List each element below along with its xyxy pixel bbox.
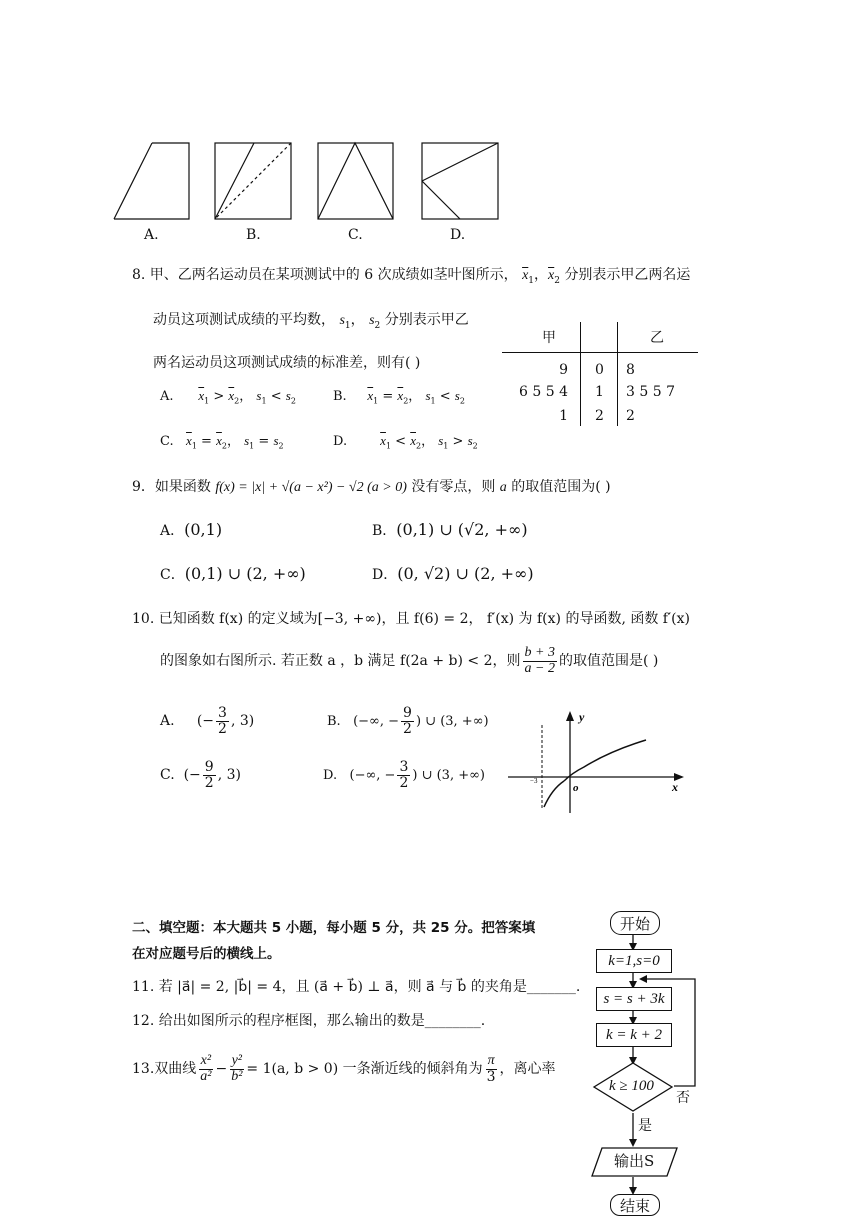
flowchart-step-s: s = s + 3k — [596, 987, 672, 1011]
q8-line-2: 动员这项测试成绩的平均数， $s_1$， $s_2$ 分别表示甲乙 — [153, 312, 469, 331]
q7-option-c: C. — [348, 227, 363, 243]
stem-leaf-header-left: 甲 — [542, 330, 556, 346]
q9-option-d: D．(0, √2) ∪ (2, +∞) — [372, 564, 534, 583]
graph-origin-label: o — [573, 782, 579, 794]
flowchart-no-label: 否 — [676, 1090, 690, 1106]
flowchart-init: k=1,s=0 — [596, 949, 672, 973]
q8-line-3: 两名运动员这项测试成绩的标准差，则有( ) — [153, 355, 421, 371]
q11-text: 11. 若 |a⃗| = 2, |b⃗| = 4，且 (a⃗ + b⃗) ⊥ a⃗，则 a⃗ 与 b⃗ 的夹角是_______. — [132, 979, 581, 995]
stem-leaf-stem-row-3: 2 — [595, 408, 604, 424]
graph-tick-label: −3 — [530, 777, 538, 785]
q10-derivative-graph — [500, 705, 700, 820]
flowchart-condition: k ≥ 100 — [609, 1078, 654, 1094]
q7-figures — [0, 0, 860, 250]
q12-text: 12. 给出如图所示的程序框图，那么输出的数是________. — [132, 1013, 486, 1029]
q9-stem: 9．如果函数 f(x) = |x| + √(a − x²) − √2 (a > 0) 没有零点，则 a 的取值范围为( ) — [132, 479, 611, 495]
stem-leaf-stem-row-2: 1 — [595, 384, 604, 400]
q10-option-b: B. (−∞, − $\frac{9}{2}$ ) ∪ (3, +∞) — [327, 705, 489, 737]
q7-figure-a — [114, 143, 189, 219]
q10-option-a: A. (− $\frac{3}{2}$ , 3) — [160, 705, 255, 737]
stem-leaf-header-right: 乙 — [650, 330, 664, 346]
q9-option-a: A．(0,1) — [160, 520, 223, 539]
q10-line-2: 的图象如右图所示. 若正数 a ，b 满足 f(2a + b) < 2，则 $\frac{b + 3}{a - 2}$ 的取值范围是( ) — [160, 645, 659, 676]
q10-option-c: C. (− $\frac{9}{2}$ , 3) — [160, 759, 241, 791]
stem-leaf-right-row-1: 8 — [626, 362, 635, 378]
q13-text: 13.双曲线 $\frac{\text{x²}}{\text{a²}}$ − $\frac{\text{y²}}{\text{b²}}$ = 1(a, b > 0) 一条渐近线的倾斜角为 $\frac{\pi}{3}$ ，离心率 — [132, 1053, 556, 1085]
stem-leaf-right-row-2: 3 5 5 7 — [626, 384, 675, 400]
graph-y-label: y — [579, 710, 585, 724]
stem-leaf-stem-row-1: 0 — [595, 362, 604, 378]
q9-option-c: C．(0,1) ∪ (2, +∞) — [160, 564, 306, 583]
stem-leaf-left-row-2: 6 5 5 4 — [519, 384, 568, 400]
q10-option-d: D. (−∞, − $\frac{3}{2}$ ) ∪ (3, +∞) — [323, 759, 486, 791]
q7-figure-b — [215, 143, 291, 219]
flowchart-start: 开始 — [610, 911, 660, 935]
q10-line-1: 10. 已知函数 f(x) 的定义域为[−3, +∞)，且 f(6) = 2， f′(x) 为 f(x) 的导函数, 函数 f′(x) — [132, 611, 690, 627]
q8-option-c: C. $\overline{x}_1 = \overline{x}_2$， $s_1 = s_2$ — [160, 433, 284, 451]
flowchart-yes-label: 是 — [638, 1118, 652, 1134]
graph-y-arrow — [566, 711, 574, 721]
q7-option-b: B. — [246, 227, 261, 243]
stem-leaf-vline-left — [580, 322, 581, 426]
stem-leaf-left-row-3: 1 — [559, 408, 568, 424]
stem-leaf-hline — [502, 352, 698, 353]
q7-figure-c — [318, 143, 393, 219]
graph-curve-right — [564, 740, 646, 781]
section-2-title-line-1: 二、填空题：本大题共 5 小题，每小题 5 分，共 25 分。把答案填 — [132, 920, 536, 936]
stem-leaf-vline-right — [617, 322, 618, 426]
q10-fraction: $\frac{b + 3}{a - 2}$ — [524, 645, 555, 676]
q8-option-b: B. $\overline{x}_1 = \overline{x}_2$， $s_1 < s_2$ — [333, 388, 465, 406]
q7-option-d: D. — [450, 227, 466, 243]
q8-line-1: 8. 甲、乙两名运动员在某项测试中的 6 次成绩如茎叶图所示， $\overline{x}_1$，$\overline{x}_2$ 分别表示甲乙两名运 — [132, 267, 691, 286]
q9-option-b: B．(0,1) ∪ (√2, +∞) — [372, 520, 528, 539]
flowchart-output: 输出S — [614, 1152, 655, 1170]
stem-leaf-plot — [500, 322, 700, 430]
graph-curve-left — [544, 781, 564, 807]
stem-leaf-right-row-3: 2 — [626, 408, 635, 424]
section-2-title-line-2: 在对应题号后的横线上。 — [132, 946, 281, 962]
flowchart-end: 结束 — [610, 1194, 660, 1216]
flowchart-step-k: k = k + 2 — [596, 1023, 672, 1047]
graph-x-label: x — [672, 780, 678, 794]
q8-option-d: D. $\overline{x}_1 < \overline{x}_2$， $s_1 > s_2$ — [333, 433, 478, 451]
q7-figure-d — [422, 143, 498, 219]
q8-option-a: A. $\overline{x}_1 > \overline{x}_2$， $s_1 < s_2$ — [160, 388, 296, 406]
stem-leaf-left-row-1: 9 — [559, 362, 568, 378]
q7-option-a: A. — [144, 227, 159, 243]
